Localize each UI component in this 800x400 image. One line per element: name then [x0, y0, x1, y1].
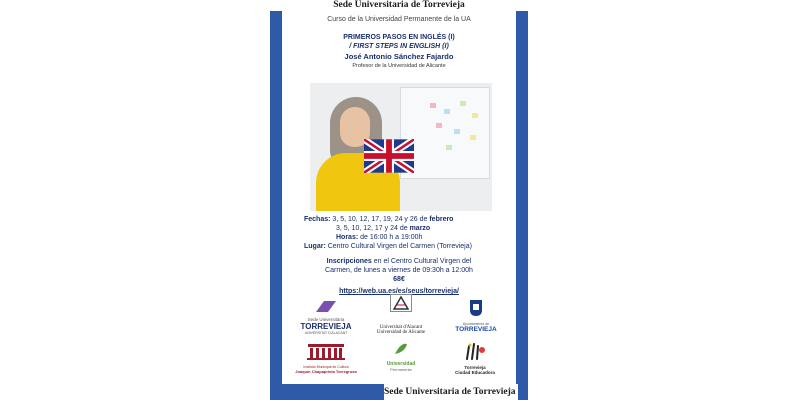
fechas-label: Fechas:	[304, 216, 331, 223]
instituto-line-1: Instituto Municipal de Cultura	[303, 365, 349, 369]
ua-line-1: Universitat d'Alacant	[379, 325, 423, 330]
course-title-en: / FIRST STEPS IN ENGLISH (I)	[349, 43, 449, 50]
sticky-note	[430, 103, 436, 108]
poster-footer	[270, 384, 528, 400]
ua-logo	[366, 294, 436, 335]
author-name: José Antonio Sánchez Fajardo	[344, 52, 454, 61]
ua-line-2: Universidad de Alicante	[376, 330, 426, 335]
sticky-note	[460, 101, 466, 106]
universidad-permanente-logo	[374, 342, 428, 372]
course-title-es: PRIMEROS PASOS EN INGLÉS (I)	[343, 34, 455, 41]
ayuntamiento-logo	[446, 299, 506, 333]
sede-roof-icon	[312, 300, 340, 312]
ayuntamiento-shield-icon	[469, 299, 483, 317]
horas-label: Horas:	[336, 234, 359, 241]
ciudad-line-1: Torrevieja	[464, 365, 486, 370]
sticky-note	[454, 129, 460, 134]
poster-header: Sede Universitaria de Torrevieja	[270, 0, 528, 11]
permanente-line-2: Permanente	[390, 367, 412, 372]
horas-value: de 16:00 h a 19:00h	[360, 234, 423, 241]
permanente-line-1: Universidad	[386, 361, 416, 367]
poster-footer-text: Sede Universitaria de Torrevieja	[384, 387, 516, 397]
sede-torrevieja-logo	[296, 299, 356, 335]
poster-panel	[282, 11, 516, 384]
instituto-building-icon	[306, 342, 346, 360]
registration-url-link[interactable]: https://web.ua.es/es/seus/torrevieja/	[339, 288, 459, 295]
registration-label: Inscripciones	[326, 258, 372, 265]
teacher-photo	[310, 83, 492, 211]
sticky-note	[446, 145, 452, 150]
registration-line-1	[282, 258, 516, 265]
fechas-line-1: 3, 5, 10, 12, 17, 19, 24 y 26 de	[332, 216, 428, 223]
lugar-value: Centro Cultural Virgen del Carmen (Torrevieja)	[327, 243, 472, 250]
uk-flag-icon	[364, 139, 414, 173]
ua-emblem-icon	[390, 294, 412, 312]
sede-logo-main: TORREVIEJA	[300, 322, 352, 331]
ciudad-educadora-hands-icon	[463, 342, 487, 360]
permanente-leaf-icon	[393, 342, 409, 356]
instituto-line-2: Joaquín Chapaprieta Torregrosa	[295, 369, 357, 374]
ciudad-line-2: Ciudad Educadora	[455, 370, 495, 375]
sede-logo-sub: UNIVERSITAT D'ALACANT	[304, 331, 348, 335]
ciudad-educadora-logo	[442, 342, 508, 375]
sticky-note	[444, 109, 450, 114]
registration-price: 68€	[393, 276, 405, 283]
lugar-label: Lugar:	[304, 243, 326, 250]
sticky-note	[472, 113, 478, 118]
registration-line-2: Carmen, de lunes a viernes de 09:30h a 12:00h	[325, 267, 473, 274]
instituto-cultura-logo	[292, 342, 360, 374]
sticky-note	[436, 123, 442, 128]
sede-logo-top: Sede Universitària	[307, 317, 345, 322]
registration-line-1-rest: en el Centro Cultural Virgen del	[373, 258, 472, 265]
course-label: Curso de la Universidad Permanente de la UA	[327, 16, 471, 23]
author-role: Profesor de la Universidad de Alicante	[352, 63, 446, 69]
ayuntamiento-top: Ayuntamiento de	[462, 322, 490, 326]
fechas-month-1: febrero	[429, 216, 454, 223]
fechas-month-2: marzo	[409, 225, 431, 232]
fechas-line-2: 3, 5, 10, 12, 17 y 24 de	[336, 225, 408, 232]
ayuntamiento-main: TORREVIEJA	[455, 326, 497, 333]
sticky-note	[470, 135, 476, 140]
